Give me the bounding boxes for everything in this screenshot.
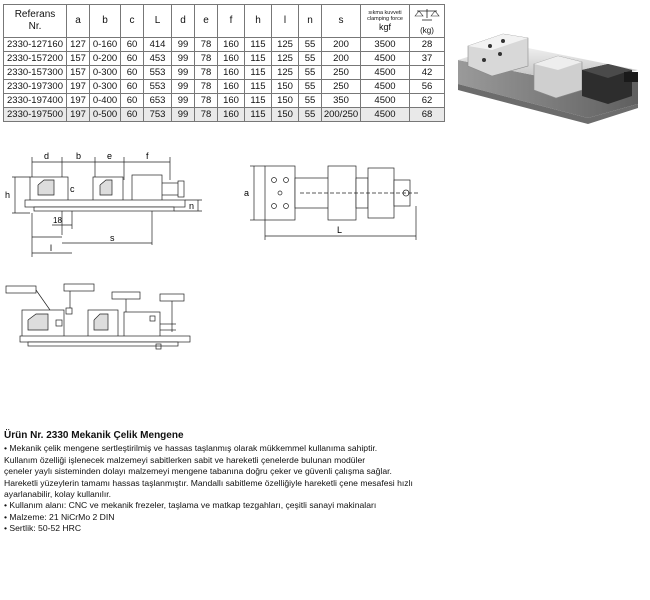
table-cell: 0-300 [90,66,121,80]
table-cell: 99 [172,38,195,52]
dim-f-label: f [146,151,149,161]
table-cell: 157 [67,52,90,66]
table-cell: 60 [121,94,144,108]
table-cell-reference: 2330-197300 [4,80,67,94]
table-body [4,38,445,122]
table-cell: 200/250 [322,108,361,122]
table-cell: 250 [322,80,361,94]
table-cell: 62 [410,94,445,108]
header-reference-line2: Nr. [28,21,42,32]
table-row [4,108,445,122]
table-cell: 99 [172,94,195,108]
top-view-drawing [240,158,430,243]
table-cell: 78 [195,108,218,122]
header-force-line2: clamping force [367,16,403,22]
table-cell: 115 [245,94,272,108]
dim-18-label: 18 [53,216,62,225]
table-cell: 160 [218,52,245,66]
description-title: Ürün Nr. 2330 Mekanik Çelik Mengene [4,430,184,441]
scale-icon [414,8,440,22]
side-view-drawing [0,145,215,260]
dim-h-label: h [5,190,11,200]
table-cell: 78 [195,80,218,94]
table-cell: 99 [172,52,195,66]
table-cell: 125 [272,38,299,52]
product-photo [448,8,644,134]
table-cell: 4500 [361,80,410,94]
table-cell: 4500 [361,94,410,108]
table-cell: 125 [272,66,299,80]
header-reference-line1: Referans [14,9,56,20]
table-cell: 753 [144,108,172,122]
table-cell: 60 [121,66,144,80]
table-row [4,94,445,108]
spec-table [3,4,445,122]
table-cell: 42 [410,66,445,80]
table-cell: 125 [272,52,299,66]
header-s: s [322,5,361,38]
table-cell: 414 [144,38,172,52]
table-cell: 56 [410,80,445,94]
table-cell-reference: 2330-157200 [4,52,67,66]
table-cell: 553 [144,80,172,94]
table-cell: 157 [67,66,90,80]
header-L: L [144,5,172,38]
table-cell: 78 [195,38,218,52]
table-cell: 653 [144,94,172,108]
table-cell-reference: 2330-157300 [4,66,67,80]
table-header-row [4,5,445,38]
dim-l-label: l [50,243,52,253]
table-cell: 3500 [361,38,410,52]
table-row [4,52,445,66]
table-cell-reference: 2330-127160 [4,38,67,52]
tolerance-drawing [0,280,200,375]
table-cell: 0-200 [90,52,121,66]
table-cell: 160 [218,80,245,94]
table-cell: 160 [218,108,245,122]
table-cell: 115 [245,66,272,80]
table-cell: 160 [218,94,245,108]
table-cell: 160 [218,38,245,52]
table-cell: 60 [121,52,144,66]
header-force-unit: kgf [378,22,391,32]
table-cell: 78 [195,94,218,108]
table-cell: 453 [144,52,172,66]
description-line: • Sertlik: 50-52 HRC [4,523,82,534]
table-cell: 150 [272,94,299,108]
dim-a-label: a [244,188,250,198]
table-cell: 197 [67,80,90,94]
table-cell: 55 [299,38,322,52]
header-a: a [67,5,90,38]
description-line: çeneler yaylı sisteminden dolayı malzemeyi mengene tabanına doğru çeker ve güvenli çalışma sağlar. [4,466,392,477]
header-d: d [172,5,195,38]
table-cell: 4500 [361,66,410,80]
table-cell: 553 [144,66,172,80]
dim-b-label: b [76,151,82,161]
table-cell: 99 [172,80,195,94]
table-cell-reference: 2330-197500 [4,108,67,122]
table-cell: 0-160 [90,38,121,52]
table-cell: 60 [121,38,144,52]
dim-n-label: n [189,201,195,211]
table-cell: 0-500 [90,108,121,122]
description-line: • Malzeme: 21 NiCrMo 2 DIN [4,511,115,522]
table-cell: 78 [195,66,218,80]
header-e: e [195,5,218,38]
table-cell: 68 [410,108,445,122]
header-weight [410,5,445,38]
table-cell: 127 [67,38,90,52]
table-cell: 200 [322,38,361,52]
table-row [4,38,445,52]
description-line: Kullanım özelliği işlenecek malzemeyi sabitlerken sabit ve hareketli çenelerde bulunan modüler [4,454,366,465]
header-c: c [121,5,144,38]
product-description [4,430,440,535]
header-reference [4,5,67,38]
table-cell: 150 [272,108,299,122]
table-cell: 60 [121,108,144,122]
table-row [4,80,445,94]
table-cell: 4500 [361,52,410,66]
table-cell: 55 [299,52,322,66]
description-line: • Kullanım alanı: CNC ve mekanik frezeler, taşlama ve matkap tezgahları, çeşitli sanayi makinaları [4,500,377,511]
dim-s-label: s [110,233,115,243]
dim-d-label: d [44,151,50,161]
table-cell: 197 [67,94,90,108]
table-cell: 0-300 [90,80,121,94]
dim-L-label: L [337,225,343,235]
table-cell-reference: 2330-197400 [4,94,67,108]
header-b: b [90,5,121,38]
header-force-line1: sıkma kuvveti [368,10,402,16]
table-cell: 115 [245,80,272,94]
table-cell: 0-400 [90,94,121,108]
table-cell: 28 [410,38,445,52]
table-cell: 150 [272,80,299,94]
dim-c-label: c [70,184,75,194]
table-cell: 197 [67,108,90,122]
header-l: l [272,5,299,38]
table-cell: 250 [322,66,361,80]
header-clamping-force [361,5,410,38]
table-cell: 55 [299,66,322,80]
table-cell: 350 [322,94,361,108]
header-n: n [299,5,322,38]
description-line: • Mekanik çelik mengene sertleştirilmiş ve hassas taşlanmış olarak mükkemmel kullanıma sahiptir. [4,443,378,454]
table-cell: 115 [245,108,272,122]
table-cell: 37 [410,52,445,66]
table-cell: 55 [299,108,322,122]
table-cell: 115 [245,52,272,66]
header-h: h [245,5,272,38]
table-cell: 99 [172,66,195,80]
table-row [4,66,445,80]
table-cell: 60 [121,80,144,94]
table-cell: 78 [195,52,218,66]
table-cell: 99 [172,108,195,122]
dim-e-label: e [107,151,113,161]
table-cell: 160 [218,66,245,80]
description-line: Hareketli yüzeylerin tamamı hassas taşlanmıştır. Mandallı sabitleme özelliğiyle hareketli çene mesafesi hızlı [4,477,413,488]
table-cell: 115 [245,38,272,52]
table-cell: 55 [299,80,322,94]
description-line: ayarlanabilir, kolay kullanılır. [4,489,111,500]
table-cell: 4500 [361,108,410,122]
header-weight-unit: (kg) [420,25,434,35]
table-cell: 55 [299,94,322,108]
table-cell: 200 [322,52,361,66]
header-f: f [218,5,245,38]
